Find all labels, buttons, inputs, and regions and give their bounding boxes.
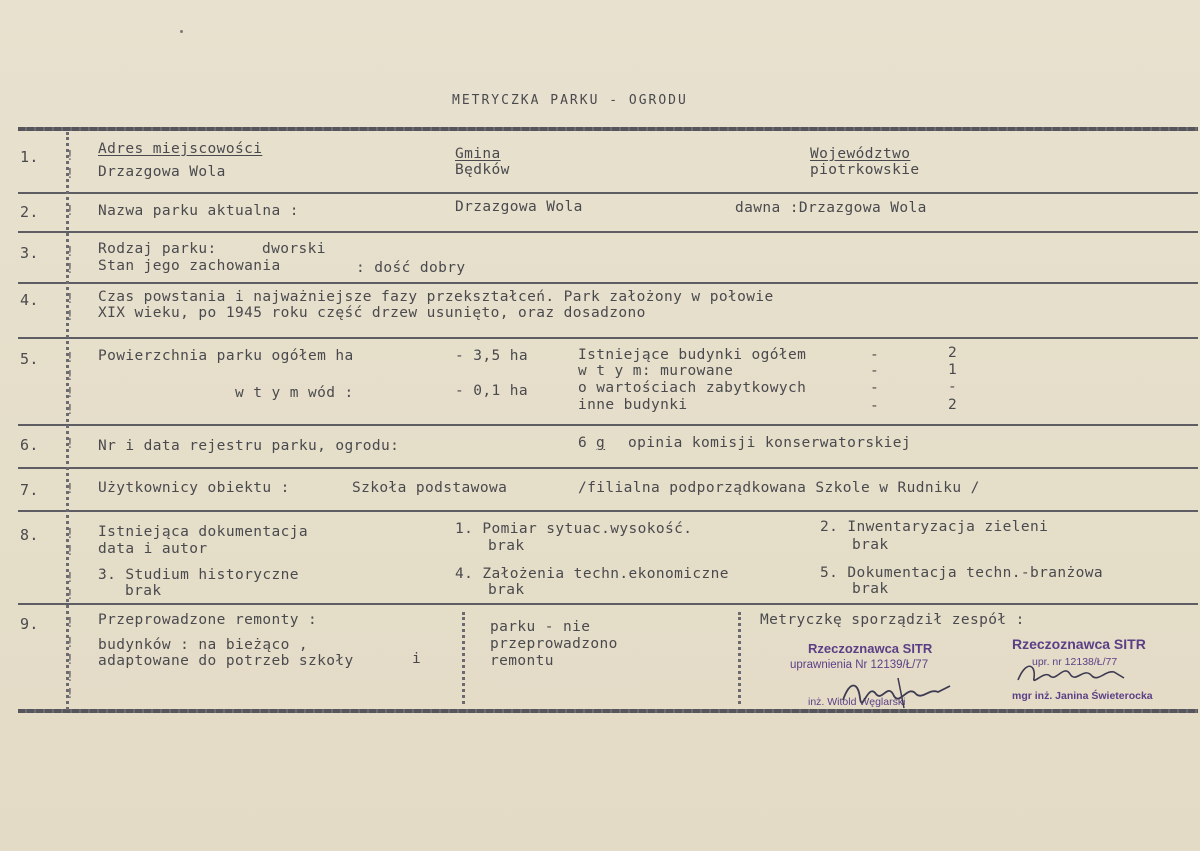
park-type-label: Rodzaj parku:: [98, 241, 217, 257]
row-number: 4.: [20, 291, 39, 309]
rule-6: [18, 467, 1198, 469]
renovations-buildings-2: adaptowane do potrzeb szkoły: [98, 653, 354, 669]
column-marker: !: [66, 616, 75, 631]
history-line-1: Czas powstania i najważniejsze fazy przekształceń. Park założony w połowie: [98, 289, 774, 305]
column-marker: !: [66, 527, 75, 542]
stamp-1-title: Rzeczoznawca SITR: [808, 641, 933, 656]
stamp-2-license: upr. nr 12138/Ł/77: [1032, 656, 1118, 668]
documentation-sublabel: data i autor: [98, 541, 208, 557]
renovations-buildings-1: budynków : na bieżąco ,: [98, 637, 308, 653]
row-number: 9.: [20, 615, 39, 633]
park-type-value: dworski: [262, 241, 326, 257]
address-value: Drzazgowa Wola: [98, 164, 226, 180]
row-number: 2.: [20, 203, 39, 221]
users-label: Użytkownicy obiektu :: [98, 480, 290, 496]
doc-4-value: brak: [488, 582, 525, 598]
column-marker: !: [66, 544, 75, 559]
rule-3: [18, 282, 1198, 284]
buildings-historic-dash: -: [870, 380, 880, 396]
state-label: Stan jego zachowania: [98, 258, 281, 274]
address-label: Adres miejscowości: [98, 141, 263, 157]
buildings-historic-value: -: [948, 379, 958, 395]
stamp-2-name: mgr inż. Janina Świeterocka: [1012, 690, 1153, 702]
column-marker: !: [66, 245, 75, 260]
signature-2: [1010, 656, 1130, 692]
column-marker: !: [66, 262, 75, 277]
rule-1: [18, 192, 1198, 194]
register-value-mid: g: [596, 435, 606, 451]
area-value: - 3,5 ha: [455, 348, 529, 364]
doc-1-label: 1. Pomiar sytuac.wysokość.: [455, 521, 693, 537]
column-marker: !: [66, 670, 75, 685]
renovations-label: Przeprowadzone remonty :: [98, 612, 318, 628]
rule-8: [18, 603, 1198, 605]
column-marker: !: [66, 687, 75, 702]
row-number: 5.: [20, 350, 39, 368]
renovations-park-3: remontu: [490, 653, 554, 669]
column-marker: !: [66, 571, 75, 586]
pencil-dot: [180, 30, 183, 33]
column-marker: !: [66, 482, 75, 497]
row-number: 3.: [20, 244, 39, 262]
doc-2-value: brak: [852, 537, 889, 553]
row-number: 6.: [20, 436, 39, 454]
buildings-brick-value: 1: [948, 362, 958, 378]
column-marker: !: [66, 386, 75, 401]
register-value-prefix: 6: [578, 435, 588, 451]
team-label: Metryczkę sporządził zespół :: [760, 612, 1025, 628]
stamp-2-title: Rzeczoznawca SITR: [1012, 636, 1146, 652]
park-name-value: Drzazgowa Wola: [455, 199, 583, 215]
column-separator: [462, 612, 468, 704]
row-number: 7.: [20, 481, 39, 499]
state-value: : dość dobry: [356, 260, 466, 276]
stamp-1-license: uprawnienia Nr 12139/Ł/77: [790, 659, 929, 671]
buildings-brick-label: w t y m: murowane: [578, 363, 734, 379]
gmina-label: Gmina: [455, 146, 501, 162]
voivodeship-label: Województwo: [810, 146, 911, 162]
column-marker: !: [66, 369, 75, 384]
rule-4: [18, 337, 1198, 339]
row-number: 1.: [20, 148, 39, 166]
users-value-2: /filialna podporządkowana Szkole w Rudniku /: [578, 480, 980, 496]
rule-bottom: [18, 709, 1198, 713]
history-line-2: XIX wieku, po 1945 roku część drzew usunięto, oraz dosadzono: [98, 305, 646, 321]
renovations-park-1: parku - nie: [490, 619, 591, 635]
column-separator: [738, 612, 744, 704]
rule-2: [18, 231, 1198, 233]
doc-2-label: 2. Inwentaryzacja zieleni: [820, 519, 1049, 535]
rule-top: [18, 127, 1198, 131]
buildings-total-dash: -: [870, 347, 880, 363]
doc-4-label: 4. Założenia techn.ekonomiczne: [455, 566, 729, 582]
buildings-total-value: 2: [948, 345, 958, 361]
doc-5-label: 5. Dokumentacja techn.-branżowa: [820, 565, 1104, 581]
buildings-other-value: 2: [948, 397, 958, 413]
doc-3-label: 3. Studium historyczne: [98, 567, 299, 583]
column-marker: !: [66, 636, 75, 651]
column-marker: !: [66, 588, 75, 603]
buildings-historic-label: o wartościach zabytkowych: [578, 380, 807, 396]
buildings-brick-dash: -: [870, 363, 880, 379]
users-value-1: Szkoła podstawowa: [352, 480, 508, 496]
doc-5-value: brak: [852, 581, 889, 597]
water-label: w t y m wód :: [235, 385, 354, 401]
register-label: Nr i data rejestru parku, ogrodu:: [98, 438, 400, 454]
park-name-label: Nazwa parku aktualna :: [98, 203, 299, 219]
water-value: - 0,1 ha: [455, 383, 529, 399]
column-marker: !: [66, 149, 75, 164]
buildings-other-label: inne budynki: [578, 397, 688, 413]
gmina-value: Będków: [455, 162, 510, 178]
document-title: METRYCZKA PARKU - OGRODU: [452, 93, 688, 108]
rule-7: [18, 510, 1198, 512]
signature-1: [838, 672, 958, 712]
area-label: Powierzchnia parku ogółem ha: [98, 348, 354, 364]
voivodeship-value: piotrkowskie: [810, 162, 920, 178]
column-marker: !: [66, 351, 75, 366]
buildings-total-label: Istniejące budynki ogółem: [578, 347, 807, 363]
doc-3-value: brak: [125, 583, 162, 599]
column-marker: !: [66, 653, 75, 668]
documentation-label: Istniejąca dokumentacja: [98, 524, 308, 540]
doc-1-value: brak: [488, 538, 525, 554]
stamp-1-name: inż. Witold Węglarski: [808, 696, 906, 708]
renovations-park-2: przeprowadzono: [490, 636, 618, 652]
rule-5: [18, 424, 1198, 426]
column-marker: !: [66, 403, 75, 418]
buildings-other-dash: -: [870, 398, 880, 414]
register-value-text: opinia komisji konserwatorskiej: [628, 435, 912, 451]
park-former-name: dawna :Drzazgowa Wola: [735, 200, 927, 216]
column-marker: !: [66, 309, 75, 324]
row-number: 8.: [20, 526, 39, 544]
column-marker: !: [66, 167, 75, 182]
column-marker: !: [66, 437, 75, 452]
column-marker: !: [66, 204, 75, 219]
renovations-buildings-tail: i: [412, 651, 422, 667]
column-marker: !: [66, 292, 75, 307]
